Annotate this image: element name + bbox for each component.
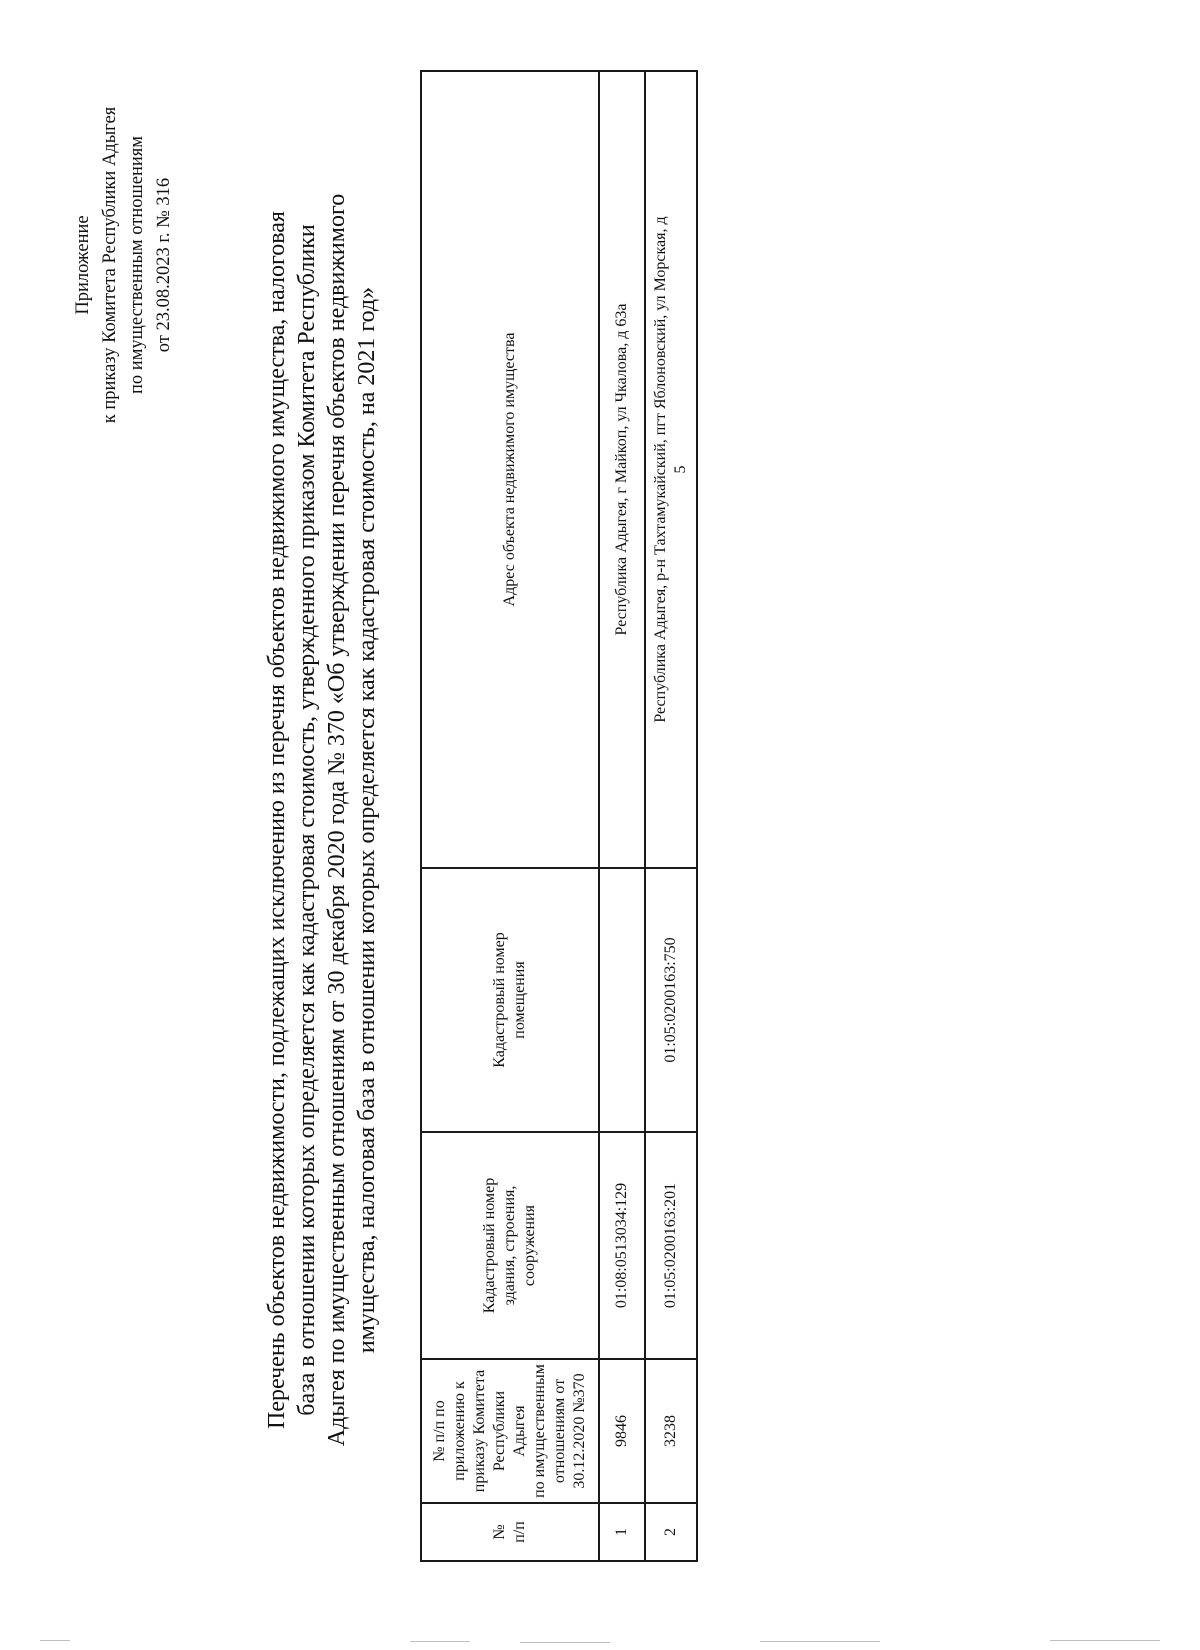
header-room-cadastral: Кадастровый номер помещения (421, 868, 599, 1132)
scan-artifact (760, 1641, 880, 1642)
table-row (599, 71, 645, 1561)
cell-number: 1 (599, 1503, 645, 1561)
table-header-row (421, 71, 599, 1561)
cell-reference-number: 3238 (645, 1359, 697, 1503)
scan-artifact (40, 1640, 70, 1641)
property-table (420, 70, 698, 1562)
appendix-order-line: к приказу Комитета Республики Адыгея (100, 106, 120, 424)
scan-artifact (410, 1641, 470, 1642)
cell-building-cadastral: 01:08:0513034:129 (599, 1132, 645, 1359)
header-address: Адрес объекта недвижимого имущества (421, 71, 599, 868)
title-line-3: Адыгея по имущественным отношениям от 30 декабря 2020 года № 370 «Об утверждении перечня объектов недвижимого (324, 193, 350, 1447)
appendix-committee-line: по имущественным отношениям (127, 136, 147, 394)
cell-room-cadastral (599, 868, 645, 1132)
appendix-date-line: от 23.08.2023 г. № 316 (154, 177, 174, 353)
cell-room-cadastral: 01:05:0200163:750 (645, 868, 697, 1132)
appendix-heading: Приложение (73, 215, 93, 315)
scan-artifact (520, 1642, 610, 1643)
cell-address: Республика Адыгея, г Майкоп, ул Чкалова, д 63а (599, 71, 645, 868)
cell-reference-number: 9846 (599, 1359, 645, 1503)
header-number: № п/п (421, 1503, 599, 1561)
table-row (645, 71, 697, 1561)
cell-number: 2 (645, 1503, 697, 1561)
cell-address: Республика Адыгея, р-н Тахтамукайский, пгт Яблоновский, ул Морская, д 5 (645, 71, 697, 868)
scan-artifact (1050, 1640, 1160, 1641)
document-title (262, 80, 382, 1560)
title-line-2: база в отношении которых определяется как кадастровая стоимость, утвержденного приказом Комитета Республики (294, 224, 320, 1416)
title-line-4: имущества, налоговая база в отношении которых определяется как кадастровая стоимость, на 2021 год» (354, 286, 380, 1354)
header-building-cadastral: Кадастровый номер здания, строения, сооружения (421, 1132, 599, 1359)
title-line-1: Перечень объектов недвижимости, подлежащих исключению из перечня объектов недвижимого имущества, налоговая (264, 211, 290, 1429)
appendix-block (70, 85, 178, 445)
header-reference-number: № п/п по приложению к приказу Комитета Республики Адыгея по имущественным отношениям от 30.12.2020 №370 (421, 1359, 599, 1503)
cell-building-cadastral: 01:05:0200163:201 (645, 1132, 697, 1359)
